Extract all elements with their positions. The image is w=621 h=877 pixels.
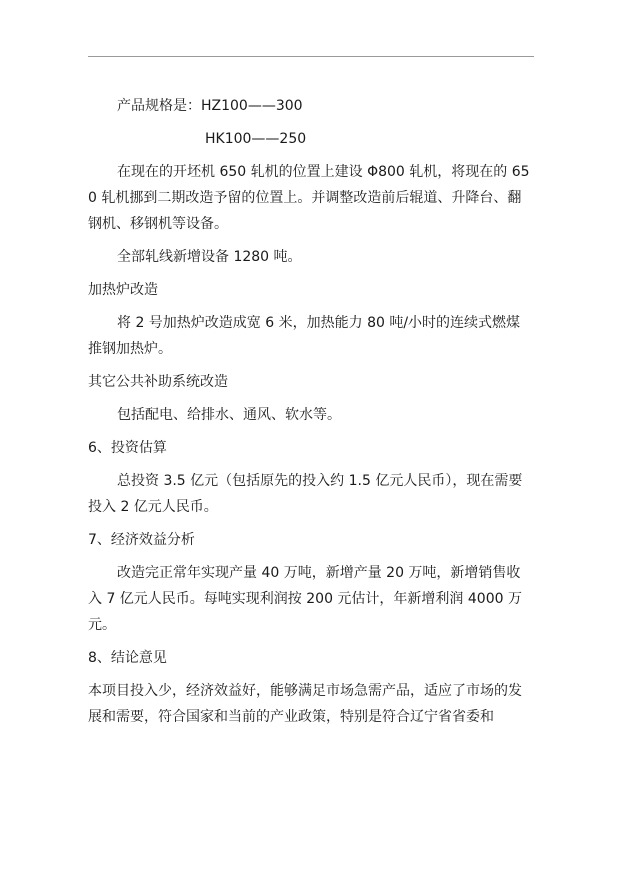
paragraph-investment: 总投资 3.5 亿元（包括原先的投入约 1.5 亿元人民币），现在需要投入 2 亿元人民币。 bbox=[88, 473, 523, 515]
paragraph-rolling: 在现在的开坯机 650 轧机的位置上建设 Φ800 轧机，将现在的 650 轧机挪到二期改造予留的位置上。并调整改造前后辊道、升降台、翻钢机、移钢机等设备。 bbox=[88, 164, 530, 232]
header-rule bbox=[88, 56, 534, 57]
heading-furnace: 加热炉改造 bbox=[88, 282, 158, 298]
heading-benefit: 7、经济效益分析 bbox=[88, 532, 195, 548]
paragraph-conclusion: 本项目投入少，经济效益好，能够满足市场急需产品，适应了市场的发展和需要，符合国家和当前的产业政策，特别是符合辽宁省省委和 bbox=[88, 683, 522, 725]
document-body bbox=[88, 93, 534, 737]
spec-line-2: HK100——250 bbox=[205, 131, 307, 147]
paragraph-furnace: 将 2 号加热炉改造成宽 6 米，加热能力 80 吨/小时的连续式燃煤推钢加热炉。 bbox=[88, 315, 521, 357]
paragraph-benefit: 改造完正常年实现产量 40 万吨，新增产量 20 万吨，新增销售收入 7 亿元人民币。每吨实现利润按 200 元估计，年新增利润 4000 万元。 bbox=[88, 565, 522, 633]
heading-investment: 6、投资估算 bbox=[88, 440, 167, 456]
heading-aux-systems: 其它公共补助系统改造 bbox=[88, 374, 228, 390]
heading-conclusion: 8、结论意见 bbox=[88, 650, 167, 666]
spec-line-1: 产品规格是：HZ100——300 bbox=[117, 98, 303, 114]
paragraph-equipment: 全部轧线新增设备 1280 吨。 bbox=[117, 249, 302, 265]
paragraph-aux-systems: 包括配电、给排水、通风、软水等。 bbox=[117, 407, 341, 423]
